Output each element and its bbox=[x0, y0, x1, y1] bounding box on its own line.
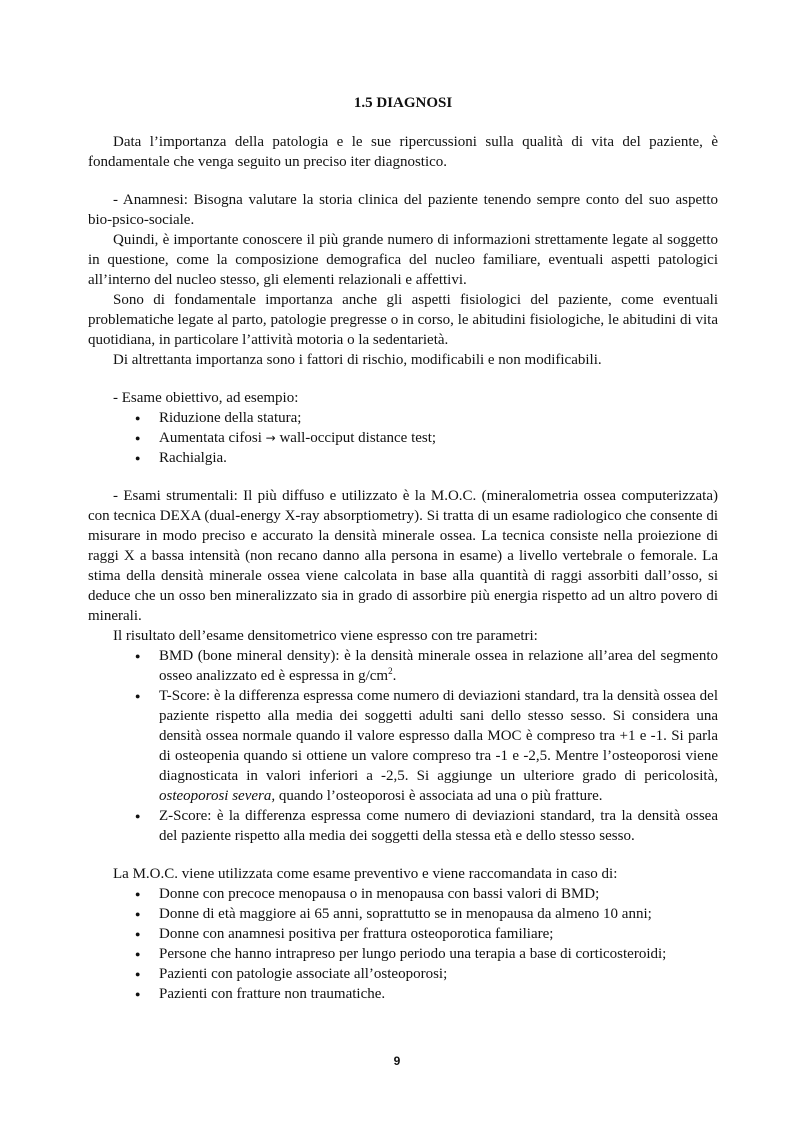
list-item: ● Pazienti con fratture non traumatiche. bbox=[88, 984, 718, 1004]
esame-obiettivo-lead: - Esame obiettivo, ad esempio: bbox=[113, 390, 299, 406]
arrow-right-icon: → bbox=[265, 431, 276, 445]
list-item-text: wall-occiput distance test; bbox=[279, 430, 437, 446]
esame-obiettivo-list bbox=[88, 408, 718, 468]
tscore-text-end: quando l’osteoporosi è associata ad una o più fratture. bbox=[275, 788, 603, 804]
anamnesi-details-paragraph: Quindi, è importante conoscere il più grande numero di informazioni strettamente legate al soggetto in questione, come la composizione demografica del nucleo familiare, eventuali aspetti patologici all’interno del nucleo stesso, gli elementi relazionali e affettivi. bbox=[88, 232, 718, 288]
risk-factors-paragraph: Di altrettanta importanza sono i fattori di rischio, modificabili e non modificabili. bbox=[113, 352, 602, 368]
superscript: 2 bbox=[388, 666, 393, 676]
list-item-bmd bbox=[88, 646, 718, 686]
list-item: ● Riduzione della statura; bbox=[88, 408, 718, 428]
page-number: 9 bbox=[393, 1054, 401, 1068]
bmd-text-end: . bbox=[392, 668, 397, 684]
bmd-text: BMD (bone mineral density): è la densità minerale ossea in relazione all’area del segmento osseo analizzato ed è espressa in g/cm bbox=[159, 648, 718, 684]
section-heading: 1.5 DIAGNOSI bbox=[353, 95, 453, 111]
parameters-list bbox=[88, 646, 718, 846]
list-item: ● Persone che hanno intrapreso per lungo periodo una terapia a base di corticosteroidi; bbox=[88, 944, 718, 964]
list-item: ● Rachialgia. bbox=[88, 448, 718, 468]
list-item: ● Donne con precoce menopausa o in menopausa con bassi valori di BMD; bbox=[88, 884, 718, 904]
document-page bbox=[88, 92, 718, 1004]
list-item-zscore: ● Z-Score: è la differenza espressa come numero di deviazioni standard, tra la densità ossea del paziente rispetto alla media dei soggetti della stessa età e dello stesso sesso. bbox=[88, 806, 718, 846]
list-item bbox=[88, 428, 718, 448]
moc-lead: La M.O.C. viene utilizzata come esame preventivo e viene raccomandata in caso di: bbox=[113, 866, 618, 882]
tscore-text: T-Score: è la differenza espressa come numero di deviazioni standard, tra la densità ossea del paziente rispetto alla media dei soggetti adulti sani dello stesso sesso. Si considera una densità ossea normale quando il valore espresso dalla MOC è compreso tra +1 e -1. Si parla di osteopenia quando si ottiene un valore compreso tra -1 e -2,5. Mentre l’osteoporosi viene diagnosticata in valori inferiori a -2,5. Si aggiunge un ulteriore grado di pericolosità, bbox=[159, 688, 718, 784]
esami-strumentali-paragraph: - Esami strumentali: Il più diffuso e utilizzato è la M.O.C. (mineralometria ossea computerizzata) con tecnica DEXA (dual-energy X-ray absorptiometry). Si tratta di un esame radiologico che consente di misurare in modo preciso e accurato la densità minerale ossea. La tecnica consiste nella proiezione di raggi X a bassa intensità (non recano danno alla persona in esame) a livello vertebrale o femorale. La stima della densità minerale ossea viene calcolata in base alla quantità di raggi assorbiti dall’osso, si deduce che un osso ben mineralizzato sia in grado di assorbire più energia rispetto ad un altro povero di minerali. bbox=[88, 488, 718, 624]
list-item-text: Aumentata cifosi bbox=[159, 430, 262, 446]
list-item: ● Pazienti con patologie associate all’osteoporosi; bbox=[88, 964, 718, 984]
tscore-emphasis: osteoporosi severa, bbox=[159, 788, 276, 804]
anamnesi-paragraph: - Anamnesi: Bisogna valutare la storia clinica del paziente tenendo sempre conto del suo aspetto bio-psico-sociale. bbox=[88, 192, 718, 228]
list-item-tscore bbox=[88, 686, 718, 806]
intro-paragraph: Data l’importanza della patologia e le sue ripercussioni sulla qualità di vita del paziente, è fondamentale che venga seguito un preciso iter diagnostico. bbox=[88, 134, 718, 170]
physiology-paragraph: Sono di fondamentale importanza anche gli aspetti fisiologici del paziente, come eventuali problematiche legate al parto, patologie pregresse o in corso, le abitudini fisiologiche, le abitudini di vita quotidiana, in particolare l’attività motoria o la sedentarietà. bbox=[88, 292, 718, 348]
moc-indications-list bbox=[88, 884, 718, 1004]
list-item: ● Donne di età maggiore ai 65 anni, soprattutto se in menopausa da almeno 10 anni; bbox=[88, 904, 718, 924]
list-item: ● Donne con anamnesi positiva per frattura osteoporotica familiare; bbox=[88, 924, 718, 944]
parameters-lead: Il risultato dell’esame densitometrico viene espresso con tre parametri: bbox=[113, 628, 538, 644]
